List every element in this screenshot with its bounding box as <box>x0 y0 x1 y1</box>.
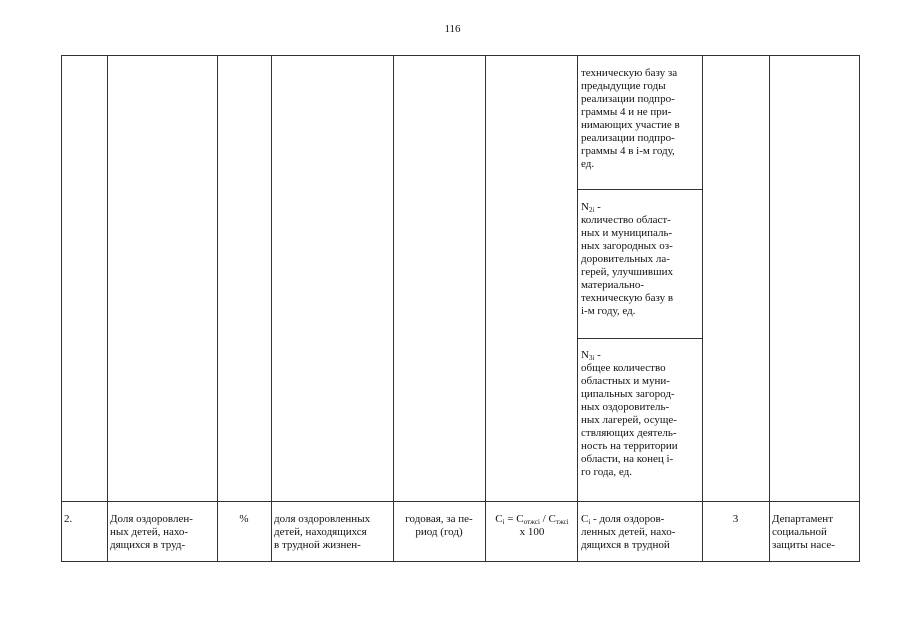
note-line: ных оздоровитель- <box>581 401 670 413</box>
formula-line: $C_i = C_{отжсі} / C_{тжсі}$ <box>495 513 569 526</box>
indicator-line: Доля оздоровлен- <box>110 513 193 525</box>
variable-symbol: $N_{2i}$ - <box>581 201 601 214</box>
note-line: ципальных загород- <box>581 388 675 400</box>
note-line: ед. <box>581 158 595 170</box>
note-line: ных и муниципаль- <box>581 227 673 239</box>
formula-line: х 100 <box>519 526 545 538</box>
note-line: нимающих участие в <box>581 119 680 131</box>
definition-line: в трудной жизнен- <box>274 539 361 551</box>
unit-of-measure: % <box>239 513 249 525</box>
period-line: риод (год) <box>415 526 463 538</box>
formula-note-n3 <box>581 349 701 479</box>
variable-symbol: $C_i$ - доля оздоров- <box>581 513 665 526</box>
note-line: реализации подпро- <box>581 93 675 105</box>
calculation-formula <box>487 513 577 539</box>
indicator-line: ных детей, нахо- <box>110 526 189 538</box>
note-line: доровительных ла- <box>581 253 670 265</box>
indicator-definition <box>274 513 392 552</box>
page-number: 116 <box>444 23 461 35</box>
responsible-line: защиты насе- <box>772 539 835 551</box>
indicator-name <box>110 513 216 552</box>
formula-note-continued <box>581 67 701 171</box>
definition-line: детей, находящихся <box>274 526 367 538</box>
note-line: количество област- <box>581 214 671 226</box>
definition-line: доля оздоровленных <box>274 513 371 525</box>
note-line: ленных детей, нахо- <box>581 526 676 538</box>
note-line: материально- <box>581 279 645 291</box>
indicator-value: 3 <box>732 513 739 525</box>
note-line: го года, ед. <box>581 466 632 478</box>
note-line: предыдущие годы <box>581 80 666 92</box>
responsible-line: Департамент <box>772 513 834 525</box>
note-line: области, на конец i- <box>581 453 674 465</box>
formula-note-ci <box>581 513 701 552</box>
variable-symbol: $N_{3i}$ - <box>581 349 601 362</box>
indicator-line: дящихся в труд- <box>110 539 186 551</box>
responsible-body <box>772 513 858 552</box>
note-line: дящихся в трудной <box>581 539 670 551</box>
note-line: ствляющих деятель- <box>581 427 677 439</box>
note-line: областных и муни- <box>581 375 670 387</box>
note-line: техническую базу в <box>581 292 674 304</box>
period-line: годовая, за пе- <box>405 513 473 525</box>
formula-note-n2 <box>581 201 701 318</box>
note-line: техническую базу за <box>581 67 678 79</box>
reporting-period <box>393 513 485 539</box>
note-line: граммы 4 в i-м году, <box>581 145 675 157</box>
note-line: граммы 4 и не при- <box>581 106 672 118</box>
note-line: герей, улучшивших <box>581 266 673 278</box>
note-line: i-м году, ед. <box>581 305 636 317</box>
note-line: ных лагерей, осуще- <box>581 414 677 426</box>
indicators-table <box>61 55 860 562</box>
note-line: ных загородных оз- <box>581 240 673 252</box>
responsible-line: социальной <box>772 526 827 538</box>
row-number: 2. <box>64 513 73 525</box>
note-line: реализации подпро- <box>581 132 675 144</box>
note-line: ность на территории <box>581 440 678 452</box>
note-line: общее количество <box>581 362 666 374</box>
